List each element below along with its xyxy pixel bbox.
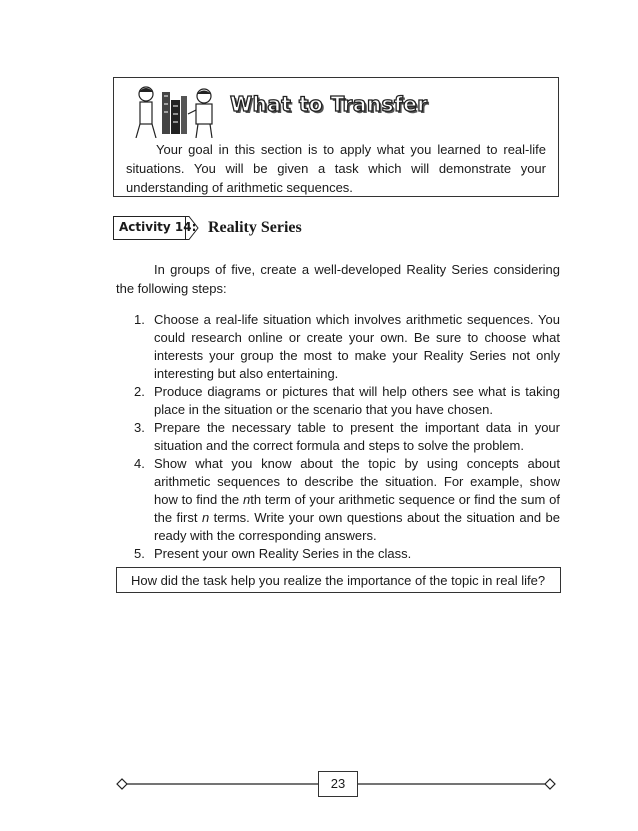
reflection-question-box (116, 567, 561, 593)
what-to-transfer-box (113, 77, 559, 197)
activity-label: Activity 14: (119, 220, 197, 234)
students-illustration-icon (132, 84, 224, 138)
list-item: 3. Prepare the necessary table to present the important data in your situation and the correct formula and steps to solve the problem. (134, 420, 560, 453)
page-number: 23 (318, 771, 358, 797)
steps-list (116, 311, 560, 563)
activity-title: Reality Series (208, 219, 302, 236)
list-item: 5. Present your own Reality Series in the class. (134, 546, 412, 561)
diamond-right-icon (545, 779, 555, 789)
activity-instructions: In groups of five, create a well-developed Reality Series considering the following steps: (116, 262, 560, 296)
diamond-left-icon (117, 779, 127, 789)
activity-tag (113, 216, 199, 240)
reflection-question: How did the task help you realize the importance of the topic in real life? (131, 573, 546, 588)
section-intro: Your goal in this section is to apply what you learned to real-life situations. You will be given a task which will demonstrate your understanding of arithmetic sequences. (126, 142, 546, 195)
list-item: 4. Show what you know about the topic by using concepts about arithmetic sequences to describe the situation. For example, show how to find the nth term of your arithmetic sequence or find the sum of the first n terms. Write your own questions about the situation and be ready with the corresponding answers. (134, 456, 561, 543)
list-item: 1. Choose a real-life situation which involves arithmetic sequences. You could research online or create your own. Be sure to choose what interests your group the most to make your Reality Series not only interesting but also entertaining. (134, 312, 560, 381)
list-item: 2. Produce diagrams or pictures that will help others see what is taking place in the situation or the scenario that you have chosen. (134, 384, 560, 417)
section-title: What to Transfer (230, 92, 428, 116)
